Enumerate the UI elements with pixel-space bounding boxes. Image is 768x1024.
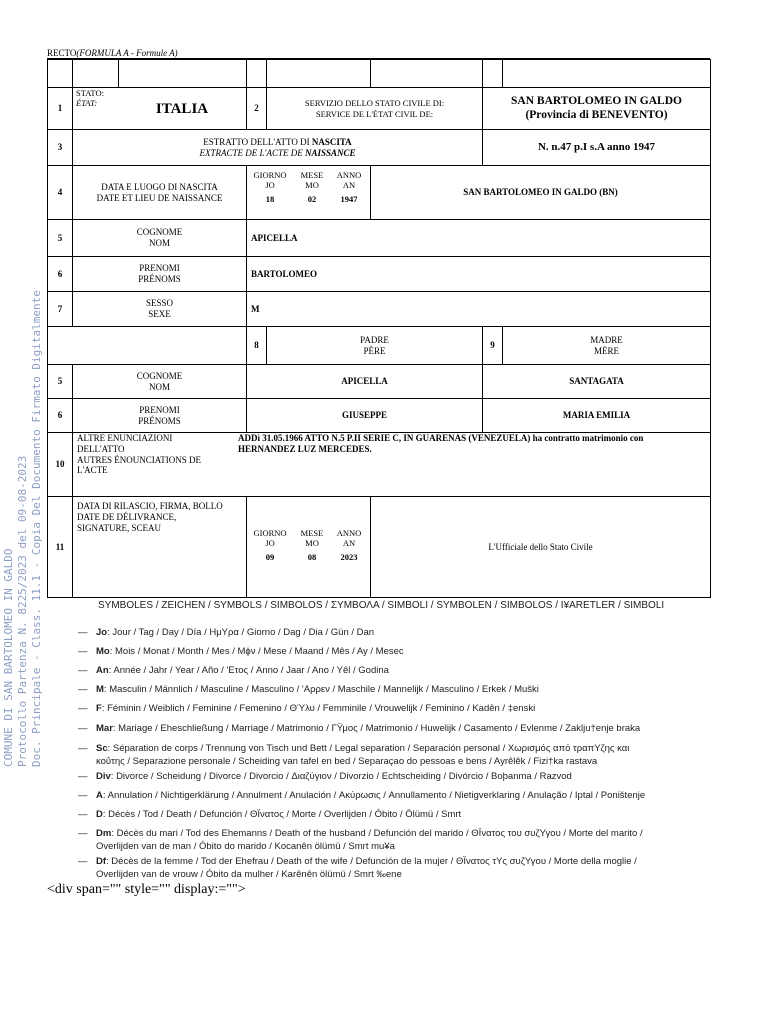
formula-label: (FORMULA A - Formule A) <box>76 48 178 58</box>
table-rule <box>246 59 247 88</box>
prenomi-label <box>73 257 246 291</box>
parent-prenomi-label-it: PRENOMI <box>139 404 180 415</box>
jo-label: JO <box>265 180 275 191</box>
legend-desc: Overlijden van de vrouw / Óbito da mulher / Karênên ölümü / Smrt ‰ene <box>96 869 402 880</box>
stato-label-it: STATO: <box>76 88 104 98</box>
parent-prenomi-label-fr: PRÉNOMS <box>138 415 181 426</box>
legend-text <box>96 770 718 783</box>
padre-cognome: APICELLA <box>341 376 388 387</box>
altre-label-line4: L'ACTE <box>77 465 108 476</box>
anno-label: ANNO <box>336 528 362 538</box>
row-number: 5 <box>57 376 63 387</box>
row-number: 8 <box>254 340 259 351</box>
registro-value: N. n.47 p.I s.A anno 1947 <box>537 140 656 153</box>
estratto-it-prefix: ESTRATTO DELL'ATTO DI <box>203 136 312 147</box>
legend-key: M <box>96 684 104 695</box>
birth-month: 02 <box>307 194 317 205</box>
legend-desc: : Féminin / Weiblich / Feminine / Femenino / ΘΎλυ / Femminile / Vrouwelijk / Feminino / Kadên / ‡enski <box>101 703 536 714</box>
legend-dash: — <box>78 856 88 867</box>
legend-desc: : Annulation / Nichtigerklärung / Annulment / Anulación / Ακύρωσις / Annullamento / Nietigverklaring / Anulação / Iptal / Poništenje <box>102 790 646 801</box>
row-number: 3 <box>57 142 63 153</box>
row-number: 9 <box>490 340 495 351</box>
mo-label: MO <box>305 538 319 549</box>
legend-text <box>96 722 718 735</box>
data-luogo-label-it: DATA E LUOGO DI NASCITA <box>101 181 218 192</box>
jo-label: JO <box>265 538 275 549</box>
cognome-value: APICELLA <box>251 232 298 243</box>
padre-label-it: PADRE <box>360 334 389 345</box>
legend-desc: : Décès / Tod / Death / Defunción / ΘΪνατος / Morte / Overlijden / Óbito / Ölümü / Smrt <box>102 809 462 820</box>
mese-label: MESE <box>300 170 324 180</box>
madre-prenomi: MARIA EMILIA <box>562 410 631 421</box>
altre-label-line3: AUTRES ÉNOUNCIATIONS DE <box>77 454 201 465</box>
altre-enunciazioni-value <box>238 433 708 496</box>
recto-label: RECTO <box>47 48 77 58</box>
estratto-label <box>73 130 482 165</box>
parent-cognome-label-it: COGNOME <box>136 370 183 381</box>
data-luogo-label-fr: DATE ET LIEU DE NAISSANCE <box>96 192 223 203</box>
madre-label-fr: MÈRE <box>593 345 619 356</box>
padre-prenomi: GIUSEPPE <box>341 410 387 421</box>
estratto-fr-prefix: EXTRACTE DE L'ACTE DE <box>199 147 305 158</box>
cognome-label-fr: NOM <box>148 238 170 248</box>
legend-desc: κοΰτης / Separazione personale / Scheiding van tafel en bed / Separaçao do pessoas e bens / Ayrêlêk / Fizi†ka rastava <box>96 756 598 767</box>
legend-key: F <box>96 703 102 714</box>
an-label: AN <box>342 538 356 549</box>
row-number: 7 <box>57 303 63 314</box>
legend-text <box>96 683 718 696</box>
madre-label-it: MADRE <box>590 334 623 345</box>
mese-col <box>294 170 330 216</box>
table-rule <box>118 59 119 88</box>
legend-desc: : Séparation de corps / Trennung von Tisch und Bett / Legal separation / Separación personal / Χωρισμός από τραπΥζης και <box>107 743 630 754</box>
release-giorno-col <box>250 528 290 574</box>
legend-key: D <box>96 809 103 820</box>
row-number: 1 <box>57 103 63 114</box>
table-rule <box>47 597 710 598</box>
birth-day: 18 <box>265 194 275 205</box>
legend-dash: — <box>78 828 88 839</box>
prenomi-label-it: PRENOMI <box>139 263 180 274</box>
legend-text <box>96 702 718 715</box>
padre-header <box>267 327 482 364</box>
legend-text <box>96 827 718 840</box>
legend-dash: — <box>78 665 88 676</box>
parent-cognome-label-fr: NOM <box>148 381 170 392</box>
altre-enunciazioni-label <box>77 433 242 496</box>
legend-desc: : Année / Jahr / Year / Año / 'Ετος / Anno / Jaar / Ano / Yêl / Godina <box>108 665 389 676</box>
anno-label: ANNO <box>336 170 362 180</box>
stamp-line-2: Protocollo Partenza N. 8225/2023 del 09-08-2023 <box>16 455 29 767</box>
legend-desc: : Jour / Tag / Day / Día / ΗμΥρα / Giorno / Dag / Dia / Gün / Dan <box>107 627 375 638</box>
legend-text <box>96 664 718 677</box>
table-rule <box>246 219 247 327</box>
rilascio-label-line1: DATA DI RILASCIO, FIRMA, BOLLO <box>77 501 223 511</box>
legend-key: Div <box>96 771 111 782</box>
row-number: 10 <box>55 459 65 470</box>
legend-text <box>96 868 718 881</box>
stato-label-fr: ÉTAT: <box>76 98 98 109</box>
legend-dash: — <box>78 684 88 695</box>
rilascio-label <box>77 501 245 541</box>
estratto-fr-type: NAISSANCE <box>304 147 356 158</box>
table-rule <box>246 165 247 220</box>
altre-value-line2: HERNANDEZ LUZ MERCEDES. <box>238 443 372 454</box>
sesso-value: M <box>251 303 260 314</box>
parent-prenomi-label <box>73 399 246 432</box>
legend-key: Mar <box>96 723 113 734</box>
table-rule <box>502 59 503 88</box>
birth-place: SAN BARTOLOMEO IN GALDO (BN) <box>463 187 618 198</box>
sesso-label <box>73 292 246 326</box>
legend-desc: : Mois / Monat / Month / Mes / Μϕν / Mese / Maand / Mês / Ay / Mesec <box>109 646 404 657</box>
estratto-it-type: NASCITA <box>311 136 352 147</box>
release-month: 08 <box>307 552 317 563</box>
table-rule <box>266 59 267 88</box>
stato-label <box>76 88 118 129</box>
release-anno-col <box>331 528 367 574</box>
data-luogo-label <box>73 166 246 219</box>
legend-desc: Overlijden van de man / Óbito do marido / Kocanên ölümü / Smrt mu¥a <box>96 841 395 852</box>
prenomi-label-fr: PRÉNOMS <box>138 274 181 284</box>
ufficiale-label: L'Ufficiale dello Stato Civile <box>488 541 593 552</box>
row-number: 2 <box>254 103 259 114</box>
legend-desc: : Décès du mari / Tod des Ehemanns / Death of the husband / Defunción del marido / ΘΪνατος του συζΥγου / Morte del marito / <box>111 828 643 839</box>
stamp-line-3: Doc. Principale - Class. 11.1 - Copia Del Documento Firmato Digitalmente <box>30 290 43 767</box>
anno-col <box>331 170 367 216</box>
release-mese-col <box>294 528 330 574</box>
cognome-label-it: COGNOME <box>136 227 183 238</box>
legend-desc: : Divorce / Scheidung / Divorce / Divorcio / Διαζύγιον / Divorzio / Echtscheiding / Divórcio / Boþanma / Razvod <box>110 771 572 782</box>
mese-label: MESE <box>300 528 324 538</box>
legend-dash: — <box>78 790 88 801</box>
estratto-label-fr <box>200 148 356 159</box>
altre-label-line2: DELL'ATTO <box>77 443 125 454</box>
legend-text <box>96 808 718 821</box>
madre-header <box>503 327 710 364</box>
legend-text <box>96 855 718 868</box>
comune-value <box>483 88 710 129</box>
giorno-label: GIORNO <box>253 170 287 180</box>
release-year: 2023 <box>340 552 358 563</box>
legend-key: Dm <box>96 828 112 839</box>
giorno-col <box>250 170 290 216</box>
legend-key: Mo <box>96 646 110 657</box>
legend-title: SYMBOLES / ZEICHEN / SYMBOLS / SIMBOLOS / ΣΥΜΒΟΛΑ / SIMBOLI / SYMBOLEN / SIMBOLOS / I¥ARETLER / SIMBOLI <box>98 600 665 611</box>
legend-text <box>96 789 718 802</box>
legend-key: An <box>96 665 109 676</box>
legend-desc: : Mariage / Eheschließung / Marriage / Matrimonio / ΓΫμος / Matrimonio / Huwelijk / Casamento / Evlenme / Zaklju†enje braka <box>112 723 641 734</box>
protocol-stamp <box>0 260 60 770</box>
legend-key: A <box>96 790 103 801</box>
estratto-label-it <box>203 137 351 148</box>
row-number: 4 <box>57 187 63 198</box>
table-rule <box>710 59 711 598</box>
table-rule <box>370 59 371 88</box>
servizio-label-fr: SERVICE DE L'ÉTAT CIVIL DE: <box>315 108 434 119</box>
padre-label-fr: PÈRE <box>363 345 386 356</box>
servizio-label-it: SERVIZIO DELLO STATO CIVILE DI: <box>304 98 445 109</box>
table-rule <box>47 59 710 60</box>
altre-label-line1: ALTRE ENUNCIAZIONI <box>77 433 173 443</box>
legend-dash: — <box>78 771 88 782</box>
cognome-label <box>73 220 246 256</box>
legend-dash: — <box>78 743 88 754</box>
release-day: 09 <box>265 552 275 563</box>
sesso-label-it: SESSO <box>145 298 173 309</box>
legend-dash: — <box>78 627 88 638</box>
legend-text <box>96 755 718 768</box>
madre-cognome: SANTAGATA <box>569 376 624 387</box>
sesso-label-fr: SEXE <box>148 309 171 319</box>
legend-dash: — <box>78 723 88 734</box>
prenomi-value: BARTOLOMEO <box>251 268 318 279</box>
legend-text <box>96 742 718 755</box>
legend-key: Jo <box>96 627 108 638</box>
legend-key: Sc <box>96 743 108 754</box>
an-label: AN <box>342 180 356 191</box>
legend-text <box>96 840 718 853</box>
parent-cognome-label <box>73 365 246 398</box>
legend-desc: : Décès de la femme / Tod der Ehefrau / Death of the wife / Defunción de la mujer / ΘΪνατος τΥς συζΥγου / Morte della moglie / <box>106 856 637 867</box>
stamp-line-1: COMUNE DI SAN BARTOLOMEO IN GALDO <box>2 548 15 767</box>
rilascio-label-line3: SIGNATURE, SCEAU <box>77 522 162 533</box>
row-number: 11 <box>55 541 65 552</box>
table-rule <box>246 496 247 598</box>
row-number: 6 <box>57 410 63 421</box>
legend-dash: — <box>78 703 88 714</box>
form-header <box>47 48 178 58</box>
legend-key: Df <box>96 856 107 867</box>
servizio-label <box>267 88 482 129</box>
comune-name: SAN BARTOLOMEO IN GALDO <box>511 94 682 107</box>
legend-text <box>96 626 718 639</box>
birth-year: 1947 <box>340 194 358 205</box>
provincia-name: (Provincia di BENEVENTO) <box>525 108 668 121</box>
country-value: ITALIA <box>155 100 209 117</box>
altre-value-line1: ADDì 31.05.1966 ATTO N.5 P.II SERIE C, IN GUARENAS (VENEZUELA) ha contratto matrimonio con <box>238 433 644 443</box>
giorno-label: GIORNO <box>253 528 287 538</box>
legend-desc: : Masculin / Männlich / Masculine / Masculino / 'Αρρεν / Maschile / Mannelijk / Masculino / Erkek / Muški <box>103 684 539 695</box>
table-rule <box>482 59 483 88</box>
legend-text <box>96 645 718 658</box>
rilascio-label-line2: DATE DE DÉLIVRANCE, <box>77 511 177 522</box>
mo-label: MO <box>305 180 319 191</box>
row-number: 5 <box>57 232 63 243</box>
footer-text: <div span="" style="" display:=""> <box>47 882 246 897</box>
legend-dash: — <box>78 809 88 820</box>
legend-dash: — <box>78 646 88 657</box>
row-number: 6 <box>57 268 63 279</box>
